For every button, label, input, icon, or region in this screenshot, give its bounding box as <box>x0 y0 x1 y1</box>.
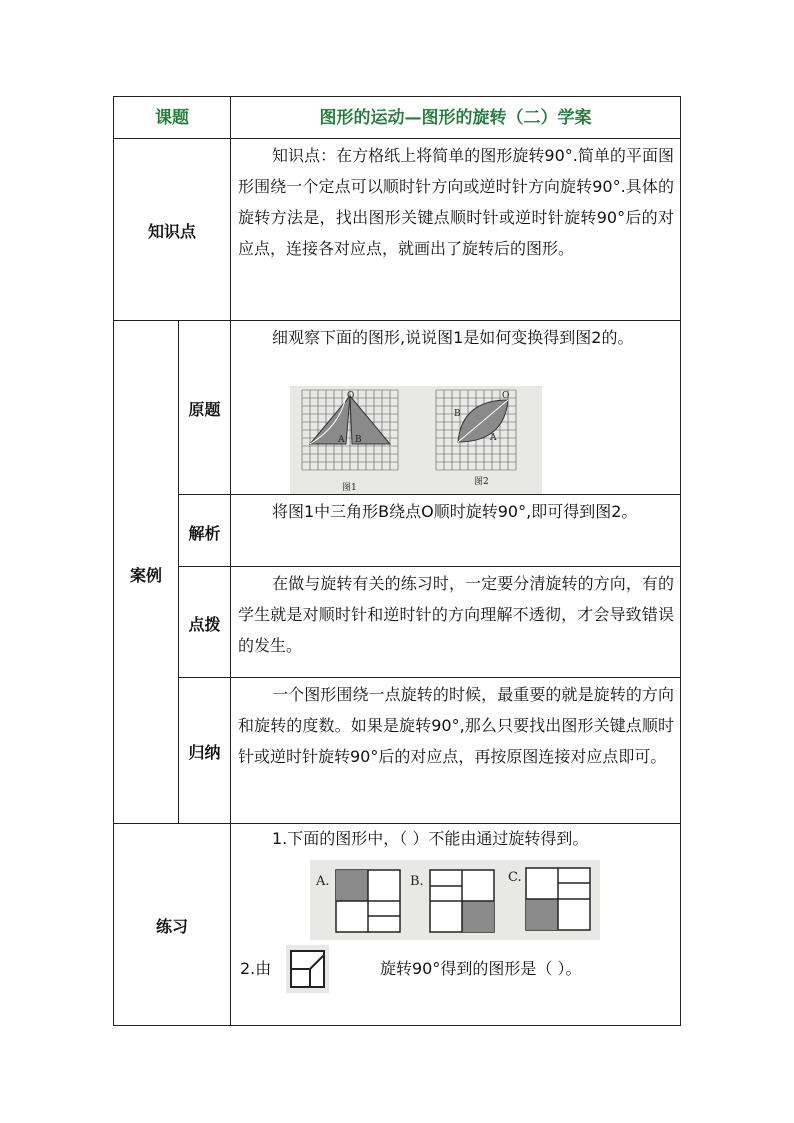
row-divider-original <box>178 494 681 495</box>
option-a-figure <box>336 870 400 932</box>
tips-label: 点拨 <box>188 615 221 634</box>
option-c-label: C. <box>508 870 522 885</box>
original-label: 原题 <box>188 400 221 419</box>
original-text: 细观察下面的图形,说说图1是如何变换得到图2的。 <box>272 328 634 347</box>
option-a-label: A. <box>316 874 330 889</box>
header-topic-label: 课题 <box>155 108 189 128</box>
option-c-figure <box>526 868 590 930</box>
knowledge-label: 知识点 <box>147 222 196 241</box>
practice-q2-figure <box>286 945 329 993</box>
option-b-label: B. <box>410 874 424 889</box>
table-border-right <box>680 96 681 1026</box>
option-b-figure <box>430 870 494 932</box>
practice-q1-options-svg <box>310 860 600 940</box>
row-divider-case <box>113 823 681 824</box>
case-label: 案例 <box>129 566 162 585</box>
tips-text: 在做与旋转有关的练习时，一定要分清旋转的方向，有的学生就是对顺时针和逆时针的方向理解不透彻，才会导致错误的发生。 <box>238 574 674 655</box>
figure2-point-b: B <box>454 409 461 419</box>
analysis-text: 将图1中三角形B绕点O顺时旋转90°,即可得到图2。 <box>272 502 638 521</box>
column-divider <box>230 96 231 1026</box>
figure1-point-a: A <box>338 435 345 445</box>
table-border-bottom <box>113 1025 681 1026</box>
practice-q2-prefix: 2.由 <box>240 959 272 978</box>
figure1-point-b: B <box>355 435 362 445</box>
header-title: 图形的运动—图形的旋转（二）学案 <box>319 108 592 128</box>
practice-q1-options-photo <box>310 860 600 940</box>
figure1-caption: 图1 <box>342 483 357 493</box>
summary-text: 一个图形围绕一点旋转的时候，最重要的就是旋转的方向和旋转的度数。如果是旋转90°,那么只要找出图形关键点顺时针或逆时针旋转90°后的对应点，再按原图连接对应点即可。 <box>238 685 674 766</box>
practice-q2-suffix: 旋转90°得到的图形是（ ）。 <box>380 959 582 978</box>
figure2-caption: 图2 <box>474 477 489 487</box>
figure2-point-o: O <box>502 391 510 401</box>
practice-q1: 1.下面的图形中，（ ）不能由通过旋转得到。 <box>272 829 589 848</box>
row-divider-analysis <box>178 566 681 567</box>
row-divider-knowledge <box>113 320 681 321</box>
analysis-label: 解析 <box>188 524 221 543</box>
knowledge-text: 知识点：在方格纸上将简单的图形旋转90°.简单的平面图形围绕一个定点可以顺时针方向或逆时针方向旋转90°.具体的旋转方法是，找出图形关键点顺时针或逆时针旋转90°后的对应点，连接各对应点，就画出了旋转后的图形。 <box>238 146 674 258</box>
rotation-figures-photo <box>290 386 542 494</box>
row-divider-tips <box>178 677 681 678</box>
figure2-point-a: A <box>490 433 497 443</box>
practice-label: 练习 <box>155 917 188 936</box>
rotation-figures-svg <box>290 386 542 494</box>
summary-label: 归纳 <box>188 743 221 762</box>
figure1-point-o: O <box>347 391 355 401</box>
practice-q2-figure-svg <box>286 945 329 993</box>
